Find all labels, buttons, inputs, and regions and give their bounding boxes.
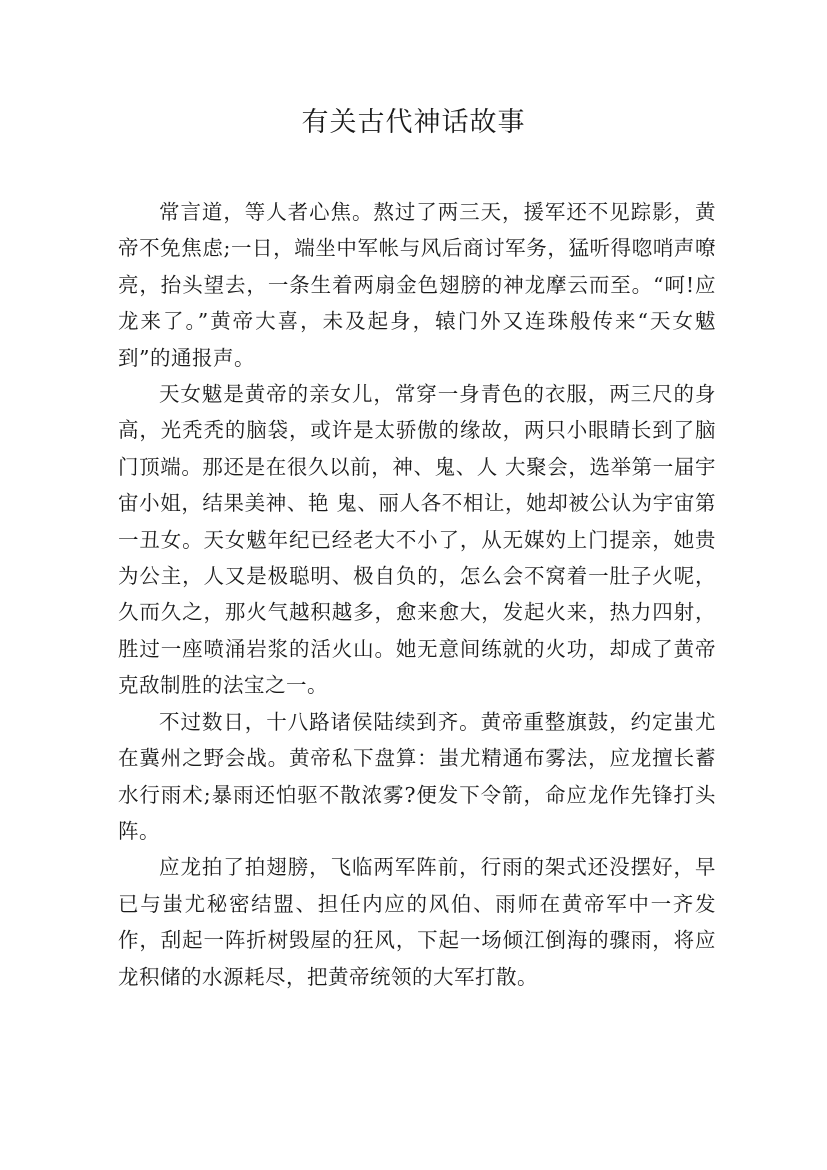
paragraph: 常言道，等人者心焦。熬过了两三天，援军还不见踪影，黄帝不免焦虑;一日，端坐中军帐与风后商讨军务，猛听得唿哨声嘹亮，抬头望去，一条生着两扇金色翅膀的神龙摩云而至。“呵!应龙来了。”黄帝大喜，未及起身，辕门外又连珠般传来“天女魃到”的通报声。 <box>118 200 716 370</box>
document-body <box>118 194 716 995</box>
document-title: 有关古代神话故事 <box>301 107 526 138</box>
paragraph: 不过数日，十八路诸侯陆续到齐。黄帝重整旗鼓，约定蚩尤在冀州之野会战。黄帝私下盘算：蚩尤精通布雾法，应龙擅长蓄水行雨术;暴雨还怕驱不散浓雾?便发下令箭，命应龙作先锋打头阵。 <box>118 709 716 843</box>
paragraph: 应龙拍了拍翅膀，飞临两军阵前，行雨的架式还没摆好，早已与蚩尤秘密结盟、担任内应的风伯、雨师在黄帝军中一齐发作，刮起一阵折树毁屋的狂风，下起一场倾江倒海的骤雨，将应龙积储的水源耗尽，把黄帝统领的大军打散。 <box>118 855 716 989</box>
paragraph: 天女魃是黄帝的亲女儿，常穿一身青色的衣服，两三尺的身高，光秃秃的脑袋，或许是太骄傲的缘故，两只小眼睛长到了脑门顶端。那还是在很久以前，神、鬼、人 大聚会，选举第一届宇宙小姐，结果美神、艳 鬼、丽人各不相让，她却被公认为宇宙第一丑女。天女魃年纪已经老大不小了，从无媒妁上门提亲，她贵为公主，人又是极聪明、极自负的，怎么会不窝着一肚子火呢，久而久之，那火气越积越多，愈来愈大，发起火来，热力四射，胜过一座喷涌岩浆的活火山。她无意间练就的火功，却成了黄帝克敌制胜的法宝之一。 <box>118 382 716 698</box>
